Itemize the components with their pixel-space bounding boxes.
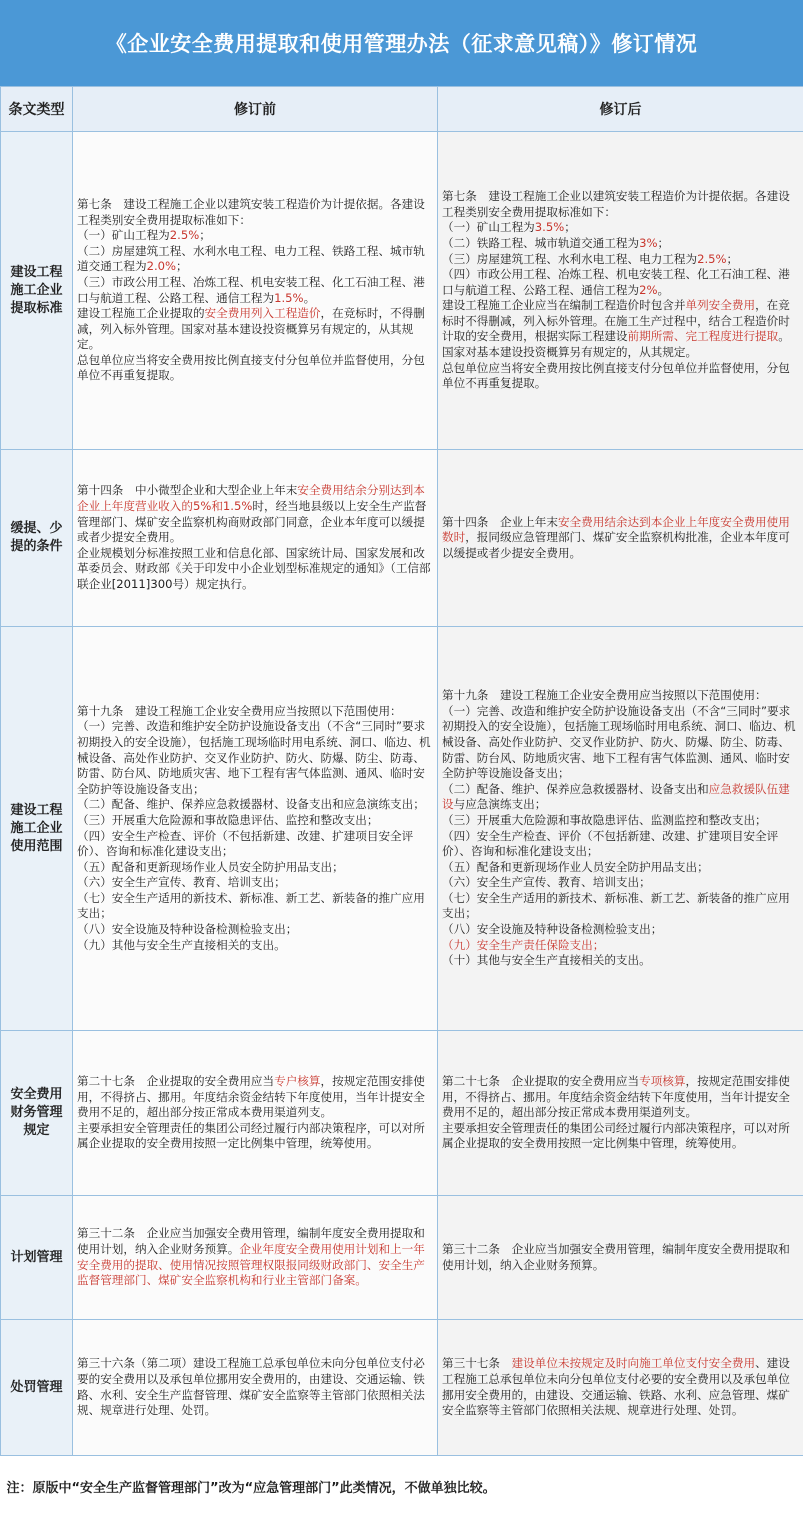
clause-text: 、建设工程施工总承包单位未向分包单位支付必要的安全费用以及承包单位挪用安全费用的，由建设、交通运输、铁路、水利、应急管理、煤矿安全监察等主管部门依照相关法规、规章进行处理、处罚。 — [442, 1356, 790, 1417]
clause-text: 总包单位应当将安全费用按比例直接支付分包单位并监督使用，分包单位不再重复提取。 — [77, 353, 425, 383]
clause-text: ； — [564, 220, 576, 234]
highlighted-text: 应急救援队伍建设 — [442, 782, 790, 812]
clause-text: （九）其他与安全生产直接相关的支出。 — [77, 938, 286, 952]
clause-text: （二）铁路工程、城市轨道交通工程为 — [442, 236, 639, 250]
text-before — [73, 627, 438, 1031]
highlighted-text: 2.0% — [147, 259, 176, 273]
text-after — [438, 1196, 803, 1320]
table-row — [1, 1196, 803, 1320]
clause-text: 第十九条 建设工程施工企业安全费用应当按照以下范围使用： — [442, 688, 767, 702]
clause-type: 建设工程施工企业使用范围 — [1, 627, 73, 1031]
highlighted-text: 2.5% — [697, 252, 726, 266]
clause-text: （一）完善、改造和维护安全防护设施设备支出（不含“三同时”要求初期投入的安全设施），包括施工现场临时用电系统、洞口、临边、机械设备、高处作业防护、交叉作业防护、防火、防爆、防尘、防毒、防雷、防台风、防地质灾害、地下工程有害气体监测、通风、临时安全防护等设施设备支出； — [442, 704, 796, 780]
clause-text: （二）房屋建筑工程、水利水电工程、电力工程、铁路工程、城市轨道交通工程为 — [77, 244, 425, 274]
clause-text: 主要承担安全管理责任的集团公司经过履行内部决策程序，可以对所属企业提取的安全费用按照一定比例集中管理，统筹使用。 — [77, 1121, 425, 1151]
table-row — [1, 450, 803, 627]
highlighted-text: 单列安全费用 — [685, 298, 755, 312]
clause-text: 。 — [304, 291, 316, 305]
clause-text: （三）开展重大危险源和事故隐患评估、监测监控和整改支出； — [442, 813, 767, 827]
table-row — [1, 1031, 803, 1196]
clause-text: ，在竞标时不得删减，列入标外管理。在施工生产过程中，结合工程造价时计取的安全费用，根据实际工程建设 — [442, 298, 790, 343]
clause-text: （三）开展重大危险源和事故隐患评估、监控和整改支出； — [77, 813, 378, 827]
highlighted-text: 安全费用结余分别达到本企业上年度营业收入的5%和1.5% — [77, 483, 425, 513]
clause-text: （五）配备和更新现场作业人员安全防护用品支出； — [77, 860, 344, 874]
clause-text: （四）安全生产检查、评价（不包括新建、改建、扩建项目安全评价）、咨询和标准化建设支出； — [442, 829, 778, 859]
highlighted-text: 专项核算 — [639, 1074, 685, 1088]
clause-text: 建设工程施工企业提取的 — [77, 306, 205, 320]
clause-text: （一）完善、改造和维护安全防护设施设备支出（不含“三同时”要求初期投入的安全设施），包括施工现场临时用电系统、洞口、临边、机械设备、高处作业防护、交叉作业防护、防火、防爆、防尘、防毒、防雷、防台风、防地质灾害、地下工程有害气体监测、通风、临时安全防护等设施设备支出； — [77, 719, 431, 795]
clause-text: （六）安全生产宣传、教育、培训支出； — [77, 875, 286, 889]
clause-text: （八）安全设施及特种设备检测检验支出； — [77, 922, 297, 936]
clause-text: 第三十二条 企业应当加强安全费用管理，编制年度安全费用提取和使用计划，纳入企业财务预算。 — [442, 1242, 790, 1272]
clause-text: 。 — [658, 283, 670, 297]
clause-text: 主要承担安全管理责任的集团公司经过履行内部决策程序，可以对所属企业提取的安全费用按照一定比例集中管理，统筹使用。 — [442, 1121, 790, 1151]
clause-text: ，在竞标时，不得删减，列入标外管理。国家对基本建设投资概算另有规定的，从其规定。 — [77, 306, 425, 351]
clause-text: （五）配备和更新现场作业人员安全防护用品支出； — [442, 860, 709, 874]
clause-text: 第七条 建设工程施工企业以建筑安装工程造价为计提依据。各建设工程类别安全费用提取标准如下： — [77, 197, 425, 227]
table-header-row — [1, 87, 803, 132]
clause-text: 第三十二条 企业应当加强安全费用管理，编制年度安全费用提取和使用计划，纳入企业财务预算。 — [77, 1226, 425, 1256]
clause-text: （一）矿山工程为 — [77, 228, 170, 242]
clause-text: 。国家对基本建设投资概算另有规定的，从其规定。 — [442, 329, 790, 359]
clause-text: 第三十六条（第二项）建设工程施工总承包单位未向分包单位支付必要的安全费用以及承包单位挪用安全费用的，由建设、交通运输、铁路、水利、安全生产监督管理、煤矿安全监察等主管部门依照相关法规、规章进行处理、处罚。 — [77, 1356, 425, 1417]
clause-text: ； — [199, 228, 211, 242]
text-before — [73, 1196, 438, 1320]
clause-text: 第二十七条 企业提取的安全费用应当 — [77, 1074, 274, 1088]
highlighted-text: 3.5% — [535, 220, 564, 234]
clause-text: ，按规定范围安排使用，不得挤占、挪用。年度结余资金结转下年度使用，当年计提安全费用不足的，超出部分按正常成本费用渠道列支。 — [77, 1074, 425, 1119]
text-after — [438, 450, 803, 627]
clause-text: （二）配备、维护、保养应急救援器材、设备支出和 — [442, 782, 709, 796]
clause-text: （三）市政公用工程、冶炼工程、机电安装工程、化工石油工程、港口与航道工程、公路工程、通信工程为 — [77, 275, 425, 305]
clause-text: （十）其他与安全生产直接相关的支出。 — [442, 953, 651, 967]
text-before — [73, 1031, 438, 1196]
clause-type: 建设工程施工企业提取标准 — [1, 132, 73, 450]
footnote-row — [1, 1456, 803, 1516]
clause-type: 安全费用财务管理规定 — [1, 1031, 73, 1196]
table-row — [1, 132, 803, 450]
highlighted-text: 企业年度安全费用使用计划和上一年安全费用的提取、使用情况按照管理权限报同级财政部门、安全生产监督管理部门、煤矿安全监察机构和行业主管部门备案。 — [77, 1242, 425, 1287]
clause-text: （六）安全生产宣传、教育、培训支出； — [442, 875, 651, 889]
highlighted-text: 2% — [639, 283, 657, 297]
text-before — [73, 132, 438, 450]
table-row — [1, 1320, 803, 1456]
highlighted-text: （九）安全生产责任保险支出； — [442, 938, 604, 952]
clause-type: 缓提、少提的条件 — [1, 450, 73, 627]
clause-text: 第二十七条 企业提取的安全费用应当 — [442, 1074, 639, 1088]
revision-table — [0, 86, 803, 1516]
highlighted-text: 专户核算 — [274, 1074, 320, 1088]
table-row — [1, 627, 803, 1031]
clause-text: （一）矿山工程为 — [442, 220, 535, 234]
text-after — [438, 1031, 803, 1196]
clause-text: 第十四条 中小微型企业和大型企业上年末 — [77, 483, 297, 497]
clause-text: （四）安全生产检查、评价（不包括新建、改建、扩建项目安全评价）、咨询和标准化建设支出； — [77, 829, 413, 859]
clause-text: （七）安全生产适用的新技术、新标准、新工艺、新装备的推广应用支出； — [77, 891, 425, 921]
clause-text: 第七条 建设工程施工企业以建筑安装工程造价为计提依据。各建设工程类别安全费用提取标准如下： — [442, 189, 790, 219]
highlighted-text: 前期所需、完工程度进行提取 — [628, 329, 779, 343]
header-after: 修订后 — [438, 87, 803, 132]
clause-text: （八）安全设施及特种设备检测检验支出； — [442, 922, 662, 936]
clause-type: 计划管理 — [1, 1196, 73, 1320]
clause-text: 总包单位应当将安全费用按比例直接支付分包单位并监督使用，分包单位不再重复提取。 — [442, 361, 790, 391]
highlighted-text: 安全费用列入工程造价 — [205, 306, 321, 320]
highlighted-text: 安全费用结余达到本企业上年度安全费用使用数时 — [442, 515, 790, 545]
header-clause-type: 条文类型 — [1, 87, 73, 132]
text-after — [438, 132, 803, 450]
clause-text: 第十九条 建设工程施工企业安全费用应当按照以下范围使用： — [77, 704, 402, 718]
clause-text: 企业规模划分标准按照工业和信息化部、国家统计局、国家发展和改革委员会、财政部《关于印发中小企业划型标准规定的通知》（工信部联企业[2011]300号）规定执行。 — [77, 546, 431, 591]
clause-text: ，按规定范围安排使用，不得挤占、挪用。年度结余资金结转下年度使用，当年计提安全费用不足的，超出部分按正常成本费用渠道列支。 — [442, 1074, 790, 1119]
highlighted-text: 3% — [639, 236, 657, 250]
clause-text: 与应急演练支出； — [454, 797, 547, 811]
highlighted-text: 1.5% — [274, 291, 303, 305]
clause-text: ； — [176, 259, 188, 273]
text-after — [438, 1320, 803, 1456]
clause-text: ； — [727, 252, 739, 266]
clause-text: 第三十七条 — [442, 1356, 512, 1370]
text-before — [73, 450, 438, 627]
clause-text: ； — [658, 236, 670, 250]
clause-text: （四）市政公用工程、冶炼工程、机电安装工程、化工石油工程、港口与航道工程、公路工程、通信工程为 — [442, 267, 790, 297]
page-title: 《企业安全费用提取和使用管理办法（征求意见稿）》修订情况 — [0, 0, 803, 86]
clause-text: ，报同级应急管理部门、煤矿安全监察机构批准，企业本年度可以缓提或者少提安全费用。 — [442, 530, 790, 560]
clause-text: （二）配备、维护、保养应急救援器材、设备支出和应急演练支出； — [77, 797, 425, 811]
header-before: 修订前 — [73, 87, 438, 132]
footnote: 注：原版中“安全生产监督管理部门”改为“应急管理部门”此类情况，不做单独比较。 — [1, 1456, 803, 1516]
clause-text: 第十四条 企业上年末 — [442, 515, 558, 529]
clause-type: 处罚管理 — [1, 1320, 73, 1456]
clause-text: （七）安全生产适用的新技术、新标准、新工艺、新装备的推广应用支出； — [442, 891, 790, 921]
clause-text: 建设工程施工企业应当在编制工程造价时包含并 — [442, 298, 685, 312]
text-after — [438, 627, 803, 1031]
text-before — [73, 1320, 438, 1456]
highlighted-text: 2.5% — [170, 228, 199, 242]
clause-text: （三）房屋建筑工程、水利水电工程、电力工程为 — [442, 252, 697, 266]
clause-text: 时，经当地县级以上安全生产监督管理部门、煤矿安全监察机构商财政部门同意，企业本年度可以缓提或者少提安全费用。 — [77, 499, 426, 544]
highlighted-text: 建设单位未按规定及时向施工单位支付安全费用 — [512, 1356, 755, 1370]
